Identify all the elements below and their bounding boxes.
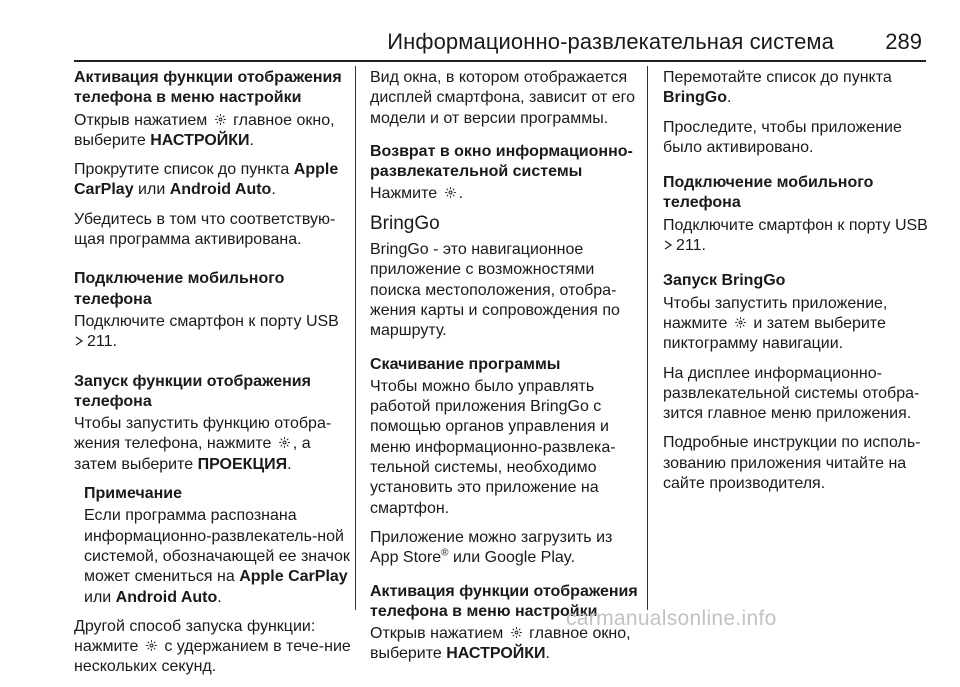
- column-2: [370, 68, 640, 674]
- section-heading: Возврат в окно информационно-развлекательной системы: [370, 142, 633, 181]
- home-icon: [214, 113, 227, 126]
- menu-term: НАСТРОЙКИ: [446, 645, 546, 663]
- paragraph: BringGo - это навигационное приложение с возможностями поиска местоположения, отобра-жения карты и сопровождения по маршруту.: [370, 241, 620, 340]
- paragraph: [663, 216, 929, 257]
- home-icon: [510, 626, 523, 639]
- paragraph: [74, 312, 352, 353]
- page-reference: 211.: [87, 333, 117, 351]
- paragraph: [74, 160, 352, 201]
- page-number: 289: [885, 29, 922, 54]
- paragraph: Проследите, чтобы приложение было активировано.: [663, 118, 902, 156]
- paragraph: [74, 111, 352, 152]
- paragraph: [370, 528, 640, 569]
- home-icon: [278, 436, 291, 449]
- menu-term: ПРОЕКЦИЯ: [197, 455, 288, 473]
- text: Перемотайте список до пункта: [663, 69, 892, 86]
- page-header: [74, 26, 926, 62]
- text: Если программа распознана информационно-развлекатель-ной системой, обозначающей ее значок может смениться на: [84, 507, 350, 586]
- section-heading: Скачивание программы: [370, 355, 561, 373]
- menu-term: Apple CarPlay: [239, 568, 348, 586]
- paragraph: [663, 68, 929, 109]
- text: с удержанием в тече-ние нескольких секунд.: [74, 638, 351, 676]
- text: Открыв нажатием: [74, 111, 208, 129]
- menu-term: BringGo: [663, 89, 727, 107]
- text: .: [545, 645, 550, 663]
- text: Нажмите: [370, 185, 438, 203]
- menu-term: НАСТРОЙКИ: [150, 131, 250, 149]
- paragraph: Вид окна, в котором отображается дисплей смартфона, зависит от его модели и от версии программы.: [370, 69, 635, 127]
- paragraph: [74, 617, 352, 678]
- text: или: [84, 588, 112, 606]
- paragraph: Убедитесь в том что соответствую-щая программа активирована.: [74, 210, 336, 249]
- page-reference-icon: [74, 335, 84, 347]
- text: , а затем выберите: [74, 435, 311, 473]
- text: .: [727, 89, 732, 107]
- text: Подключите смартфон к порту USB: [663, 216, 928, 234]
- section-heading: Запуск функции отображения телефона: [74, 372, 311, 410]
- home-icon: [734, 316, 747, 329]
- paragraph: Подробные инструкции по исполь-зованию приложения читайте на сайте производителя.: [663, 434, 921, 493]
- text: и затем выберите пиктограмму навигации.: [663, 314, 886, 353]
- column-divider: [647, 66, 648, 610]
- registered-mark: ®: [441, 547, 449, 559]
- chapter-heading: BringGo: [370, 212, 440, 234]
- text: .: [217, 588, 222, 606]
- paragraph: [74, 414, 352, 475]
- page-reference: 211.: [676, 237, 706, 255]
- text: .: [458, 185, 464, 203]
- section-heading: Подключение мобильного телефона: [663, 174, 874, 212]
- paragraph: Чтобы можно было управлять работой приложения BringGo с помощью органов управления и меню информационно-развлека-тельной системы, необходимо установить это приложение на смартфон.: [370, 377, 616, 517]
- column-3: [663, 68, 929, 503]
- text: Другой способ запуска функции: нажмите: [74, 617, 316, 656]
- text: .: [249, 131, 254, 149]
- menu-term: Android Auto: [115, 588, 218, 606]
- text: Чтобы запустить приложение, нажмите: [663, 294, 888, 332]
- column-divider: [355, 66, 356, 610]
- section-heading: Активация функции отображения телефона в меню настройки: [74, 69, 342, 107]
- menu-term: Apple CarPlay: [74, 161, 339, 199]
- text: Подключите смартфон к порту USB: [74, 312, 339, 330]
- text: Открыв нажатием: [370, 625, 504, 643]
- menu-term: Android Auto: [169, 181, 272, 199]
- column-1: [74, 68, 352, 687]
- text: или Google Play.: [452, 549, 576, 567]
- text: главное окно, выберите: [74, 111, 335, 149]
- paragraph: [370, 184, 640, 204]
- section-heading: Запуск BringGo: [663, 272, 786, 290]
- watermark: carmanualsonline.info: [566, 607, 777, 630]
- text: или: [138, 181, 166, 199]
- home-icon: [145, 639, 158, 652]
- text: .: [287, 455, 292, 473]
- header-title: Информационно-развлекательная система: [387, 29, 834, 54]
- text: Приложение можно загрузить из App Store: [370, 528, 613, 567]
- home-icon: [444, 186, 457, 199]
- text: главное окно, выберите: [370, 625, 631, 663]
- text: .: [271, 181, 276, 199]
- note-box: [84, 484, 352, 608]
- note-heading: Примечание: [84, 485, 183, 503]
- text: Чтобы запустить функцию отобра-жения телефона, нажмите: [74, 415, 332, 453]
- page-reference-icon: [663, 239, 673, 251]
- section-heading: Подключение мобильного телефона: [74, 270, 285, 308]
- paragraph: [663, 294, 929, 355]
- paragraph: На дисплее информационно-развлекательной системы отобра-зится главное меню приложения.: [663, 364, 920, 423]
- note-text: [84, 506, 352, 607]
- text: Прокрутите список до пункта: [74, 161, 290, 179]
- section-heading: Активация функции отображения телефона в меню настройки: [370, 582, 638, 620]
